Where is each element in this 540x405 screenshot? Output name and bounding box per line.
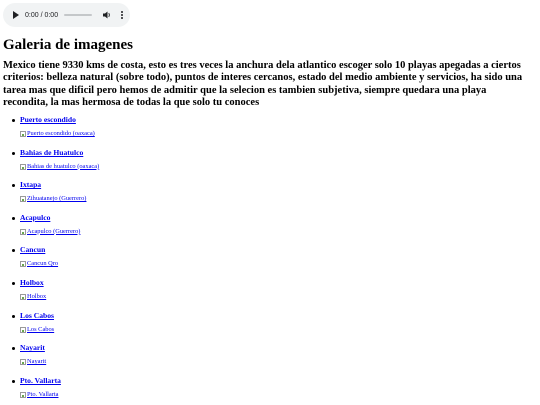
beach-link[interactable]: Bahias de Huatulco (20, 147, 84, 157)
beach-image-link[interactable] (20, 293, 99, 301)
image-alt-text: Los Cabos (27, 325, 55, 333)
broken-image-icon (20, 164, 26, 170)
image-alt-text: Puerto escondido (oaxaca) (27, 130, 95, 137)
beach-link[interactable]: Los Cabos (20, 310, 54, 320)
bullet-icon (12, 152, 15, 155)
beach-link[interactable]: Ixtapa (20, 180, 42, 190)
beach-link[interactable]: Acapulco (20, 212, 51, 222)
list-item (20, 310, 99, 343)
audio-player[interactable] (3, 3, 130, 27)
image-alt-text: Nayarit (27, 358, 47, 366)
list-item (20, 114, 99, 147)
list-item (20, 244, 99, 277)
beach-image-link[interactable] (20, 391, 99, 399)
image-alt-text: Holbox (27, 292, 47, 300)
broken-image-icon (20, 196, 26, 202)
image-alt-text: Zihuatanejo (Guerrero) (27, 195, 87, 203)
broken-image-icon (20, 261, 26, 267)
intro-text: Mexico tiene 9330 kms de costa, esto es tres veces la anchura dela atlantico escoger solo 10 playas apegadas a ciertos criterios: belleza natural (sobre todo), puntos de interes cercanos, estado del medio ambiente y servicios, ha sido una tarea mas que dificil pero hemos de admitir que la selecion es tambien subjetiva, siempre quedara una playa recondita, la mas hermosa de todas la que solo tu conoces (3, 60, 523, 108)
beach-image-link[interactable] (20, 195, 99, 203)
more-options-icon[interactable] (121, 11, 124, 19)
bullet-icon (12, 380, 15, 383)
beach-link[interactable]: Cancun (20, 245, 46, 255)
beach-image-link[interactable] (20, 163, 99, 171)
bullet-icon (12, 347, 15, 350)
page-title: Galeria de imagenes (3, 37, 133, 53)
list-item (20, 179, 99, 212)
beach-link[interactable]: Puerto escondido (20, 115, 76, 124)
beach-link[interactable]: Nayarit (20, 343, 45, 353)
play-icon[interactable] (13, 11, 19, 19)
broken-image-icon (20, 229, 26, 235)
broken-image-icon (20, 359, 26, 365)
broken-image-icon (20, 327, 26, 333)
broken-image-icon (20, 131, 26, 137)
beach-image-link[interactable] (20, 130, 99, 138)
bullet-icon (12, 315, 15, 318)
bullet-icon (12, 184, 15, 187)
list-item (20, 342, 99, 375)
list-item (20, 212, 99, 245)
bullet-icon (12, 217, 15, 220)
beach-image-link[interactable] (20, 260, 99, 268)
beach-image-link[interactable] (20, 358, 99, 366)
bullet-icon (12, 249, 15, 252)
bullet-icon (12, 119, 15, 122)
broken-image-icon (20, 294, 26, 300)
audio-time: 0:00 / 0:00 (25, 11, 59, 19)
beach-link[interactable]: Holbox (20, 277, 44, 287)
beach-link[interactable]: Pto. Vallarta (20, 375, 61, 385)
volume-icon[interactable] (102, 10, 112, 20)
bullet-icon (12, 282, 15, 285)
beach-image-link[interactable] (20, 326, 99, 334)
image-alt-text: Bahias de huatulco (oaxaca) (27, 162, 100, 170)
list-item (20, 277, 99, 310)
audio-progress-slider[interactable] (64, 14, 92, 16)
image-alt-text: Acapulco (Guerrero) (27, 227, 81, 235)
list-item (20, 147, 99, 180)
image-alt-text: Pto. Vallarta (27, 390, 59, 398)
image-alt-text: Cancun Qro (27, 260, 59, 268)
broken-image-icon (20, 392, 26, 398)
beach-image-link[interactable] (20, 228, 99, 236)
list-item (20, 375, 99, 405)
beach-list (3, 114, 99, 405)
